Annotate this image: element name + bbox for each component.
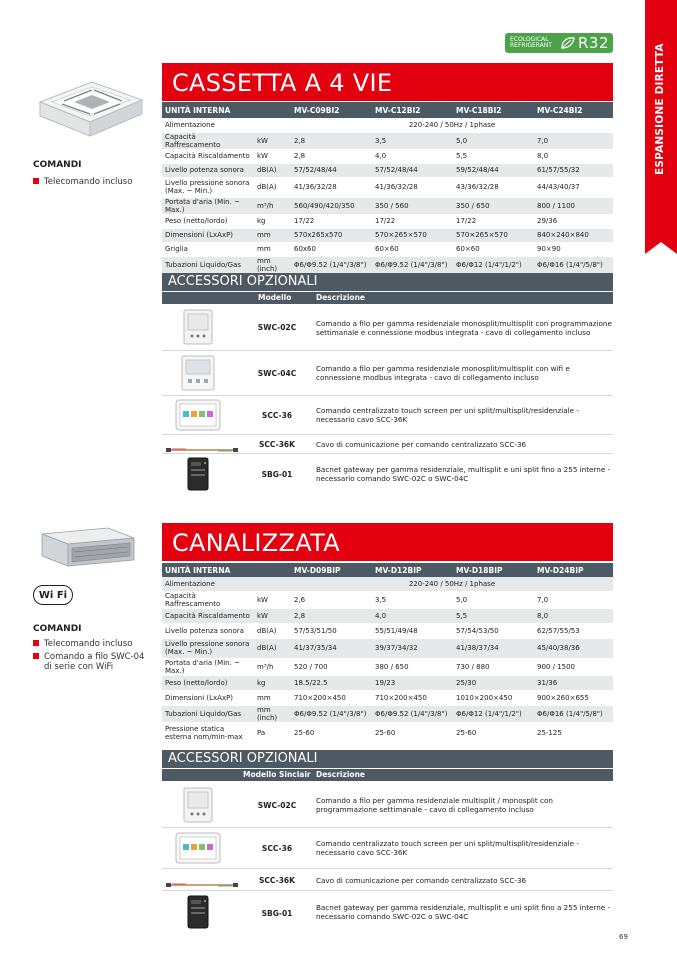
eco-badge-line2: REFRIGERANT [510,42,552,49]
ducted-unit-photo [38,522,138,574]
gateway-icon [172,894,224,934]
cassetta-accessories-header: Modello Descrizione [162,292,613,304]
wired-remote-icon [172,787,224,827]
table-row: Capacità Raffrescamento kW 2,6 3,5 5,0 7,0 [162,591,613,608]
cassetta-section-title: CASSETTA A 4 VIE [162,63,613,101]
side-tab-arrow [645,242,677,254]
eco-badge-line1: ECOLOGICAL [510,35,549,43]
canalizzata-accessories-title: ACCESSORI OPZIONALI [162,750,613,768]
gateway-icon [172,456,224,496]
accessory-row: SWC-02C Comando a filo per gamma residenziale monosplit/multisplit con programmazione settimanale e connessione modbus integrata - cavo di collegamento incluso [162,305,613,351]
table-header-row: UNITÀ INTERNA MV-C09BI2 MV-C12BI2 MV-C18BI2 MV-C24BI2 [162,102,613,118]
cassetta-spec-table [162,102,613,274]
canalizzata-comandi-item: Comando a filo SWC-04 di serie con WiFi [33,652,148,672]
table-row: Livello potenza sonora dB(A) 57/52/48/44 57/52/48/44 59/52/48/44 61/57/55/32 [162,163,613,177]
accessory-row: SCC-36K Cavo di comunicazione per comando centralizzato SCC-36 [162,435,613,454]
table-row: Dimensioni (LxAxP) mm 570x265x570 570×265×570 570×265×570 840×240×840 [162,228,613,242]
table-row: Alimentazione 220-240 / 50Hz / 1phase [162,118,613,132]
canalizzata-section-title: CANALIZZATA [162,523,613,561]
side-tab-label: ESPANSIONE DIRETTA [654,43,666,175]
table-row: Peso (netto/lordo) kg 17/22 17/22 17/22 29/36 [162,214,613,228]
canalizzata-comandi-item: Telecomando incluso [33,639,132,649]
page-number: 69 [619,933,628,941]
table-row: Dimensioni (LxAxP) mm 710×200×450 710×200×450 1010×200×450 900×260×655 [162,690,613,705]
cassetta-accessories-title: ACCESSORI OPZIONALI [162,273,613,291]
wired-remote-wifi-icon [172,355,224,395]
table-row: Capacità Raffrescamento kW 2,8 3,5 5,0 7,0 [162,132,613,149]
accessory-row: SCC-36 Comando centralizzato touch screen per uni split/multisplit/residenziale - necessario cavo SCC-36K [162,828,613,869]
table-row: Peso (netto/lordo) kg 18.5/22.5 19/23 25/30 31/36 [162,675,613,690]
table-row: Livello pressione sonora (Max. ~ Min.) dB(A) 41/36/32/28 41/36/32/28 43/36/32/28 44/43/40/37 [162,177,613,197]
canalizzata-comandi-title: COMANDI [33,624,82,634]
table-row: Livello pressione sonora (Max. ~ Min.) dB(A) 41/37/35/34 39/37/34/32 41/38/37/34 45/40/38/36 [162,638,613,658]
table-row: Portata d'aria (Min. ~ Max.) m³/h 520 / 700 380 / 650 730 / 880 900 / 1500 [162,658,613,675]
accessory-row: SCC-36K Cavo di comunicazione per comando centralizzato SCC-36 [162,869,613,891]
touch-controller-icon [172,399,224,435]
wired-remote-icon [172,309,224,349]
accessory-row: SCC-36 Comando centralizzato touch screen per uni split/multisplit/residenziale - necessario cavo SCC-36K [162,396,613,435]
canalizzata-accessories-header: Modello Sinclair Descrizione [162,769,613,781]
touch-controller-icon [172,832,224,868]
cassetta-comandi-title: COMANDI [33,160,82,170]
table-row: Pressione statica esterna nom/min-max Pa 25-60 25-60 25-60 25-125 [162,722,613,744]
table-row: Capacità Riscaldamento kW 2,8 4,0 5,5 8,0 [162,149,613,163]
accessory-row: SWC-04C Comando a filo per gamma residenziale monosplit/multisplit con wifi e connessione modbus integrata - cavo di collegamento incluso [162,351,613,396]
table-row: Tubazioni Liquido/Gas mm (inch) Φ6/Φ9.52 (1/4"/3/8") Φ6/Φ9.52 (1/4"/3/8") Φ6/Φ12 (1/4"/1/2") Φ6/Φ16 (1/4"/5/8") [162,256,613,273]
table-row: Capacità Riscaldamento kW 2,8 4,0 5,5 8,0 [162,608,613,623]
cassetta-comandi-item: Telecomando incluso [33,177,132,187]
eco-refrigerant-badge [505,33,613,53]
table-row: Portata d'aria (Min. ~ Max.) m³/h 560/490/420/350 350 / 560 350 / 650 800 / 1100 [162,197,613,214]
accessory-row: SBG-01 Bacnet gateway per gamma residenziale, multisplit e uni split fino a 255 interne - necessario comando SWC-02C o SWC-04C [162,891,613,933]
table-row: Griglia mm 60x60 60×60 60×60 90×90 [162,242,613,256]
table-row: Alimentazione 220-240 / 50Hz / 1phase [162,577,613,591]
accessory-row: SWC-02C Comando a filo per gamma residenziale multisplit / monosplit con programmazione settimanale - cavo di collegamento incluso [162,782,613,828]
eco-badge-refrigerant: R32 [578,34,610,52]
table-row: Livello potenza sonora dB(A) 57/53/51/50 55/51/49/48 57/54/53/50 62/57/55/53 [162,623,613,638]
table-row: Tubazioni Liquido/Gas mm (inch) Φ6/Φ9.52 (1/4"/3/8") Φ6/Φ9.52 (1/4"/3/8") Φ6/Φ12 (1/4"/1/2") Φ6/Φ16 (1/4"/5/8") [162,705,613,722]
accessory-row: SBG-01 Bacnet gateway per gamma residenziale, multisplit e uni split fino a 255 interne - necessario comando SWC-02C o SWC-04C [162,454,613,494]
wifi-logo: Wi Fi [33,585,73,605]
canalizzata-spec-table [162,563,613,745]
leaf-icon [560,36,576,50]
cassette-unit-photo [30,62,148,144]
table-header-row: UNITÀ INTERNA MV-D09BIP MV-D12BIP MV-D18BIP MV-D24BIP [162,563,613,577]
